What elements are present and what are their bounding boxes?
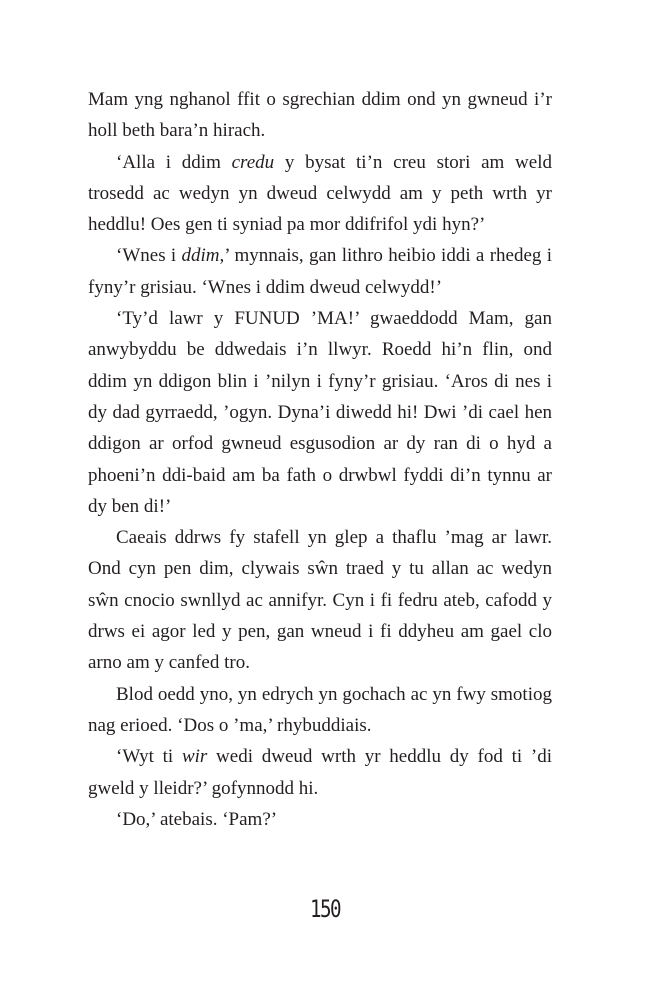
paragraph-text: ,’ mynnais, gan lithro heibio iddi a rhedeg i fyny’r grisiau. ‘Wnes i ddim dweud celwydd!’	[88, 245, 552, 298]
paragraph-text: y bysat ti’n creu stori am weld trosedd ac wedyn yn dweud celwydd am y peth wrth yr heddlu! Oes gen ti syniad pa mor ddifrifol ydi hyn?’	[88, 151, 552, 236]
paragraph-text: Caeais ddrws fy stafell yn glep a thaflu ’mag ar lawr. Ond cyn pen dim, clywais sŵn traed y tu allan ac wedyn sŵn cnocio swnllyd ac annifyr. Cyn i fi fedru ateb, cafodd y drws ei agor led y pen, gan wneud i fi ddyheu am gael clo arno am y canfed tro.	[88, 527, 552, 674]
emphasis-text: credu	[231, 151, 275, 173]
paragraph-8	[88, 804, 552, 835]
paragraph-text: ‘Do,’ atebais. ‘Pam?’	[116, 808, 278, 830]
paragraph-text: ‘Ty’d lawr y FUNUD ’MA!’ gwaeddodd Mam, gan anwybyddu be ddwedais i’n llwyr. Roedd hi’n flin, ond ddim yn ddigon blin i ’nilyn i fyny’r grisiau. ‘Aros di nes i dy dad gyrraedd, ’ogyn. Dyna’i diwedd hi! Dwi ’di cael hen ddigon ar orfod gwneud esgusodion ar dy ran di o hyd a phoeni’n ddi-baid am ba fath o drwbwl fyddi di’n tynnu ar dy ben di!’	[88, 308, 552, 517]
paragraph-2	[88, 147, 552, 241]
page-number: 150	[310, 895, 340, 923]
paragraph-7	[88, 741, 552, 804]
book-page-text	[88, 84, 552, 835]
emphasis-text: ddim	[181, 245, 220, 267]
paragraph-5	[88, 522, 552, 678]
paragraph-text: Blod oedd yno, yn edrych yn gochach ac yn fwy smotiog nag erioed. ‘Dos o ’ma,’ rhybuddiais.	[88, 683, 552, 736]
paragraph-1	[88, 84, 552, 147]
paragraph-3	[88, 240, 552, 303]
paragraph-4	[88, 303, 552, 522]
paragraph-6	[88, 679, 552, 742]
emphasis-text: wir	[181, 746, 208, 768]
paragraph-text: ‘Wyt ti	[116, 746, 182, 768]
paragraph-text: ‘Alla i ddim	[116, 151, 232, 173]
paragraph-text: ‘Wnes i	[116, 245, 182, 267]
paragraph-text: Mam yng nghanol ffit o sgrechian ddim ond yn gwneud i’r holl beth bara’n hirach.	[88, 89, 552, 142]
paragraph-text: wedi dweud wrth yr heddlu dy fod ti ’di gweld y lleidr?’ gofynnodd hi.	[88, 746, 552, 799]
